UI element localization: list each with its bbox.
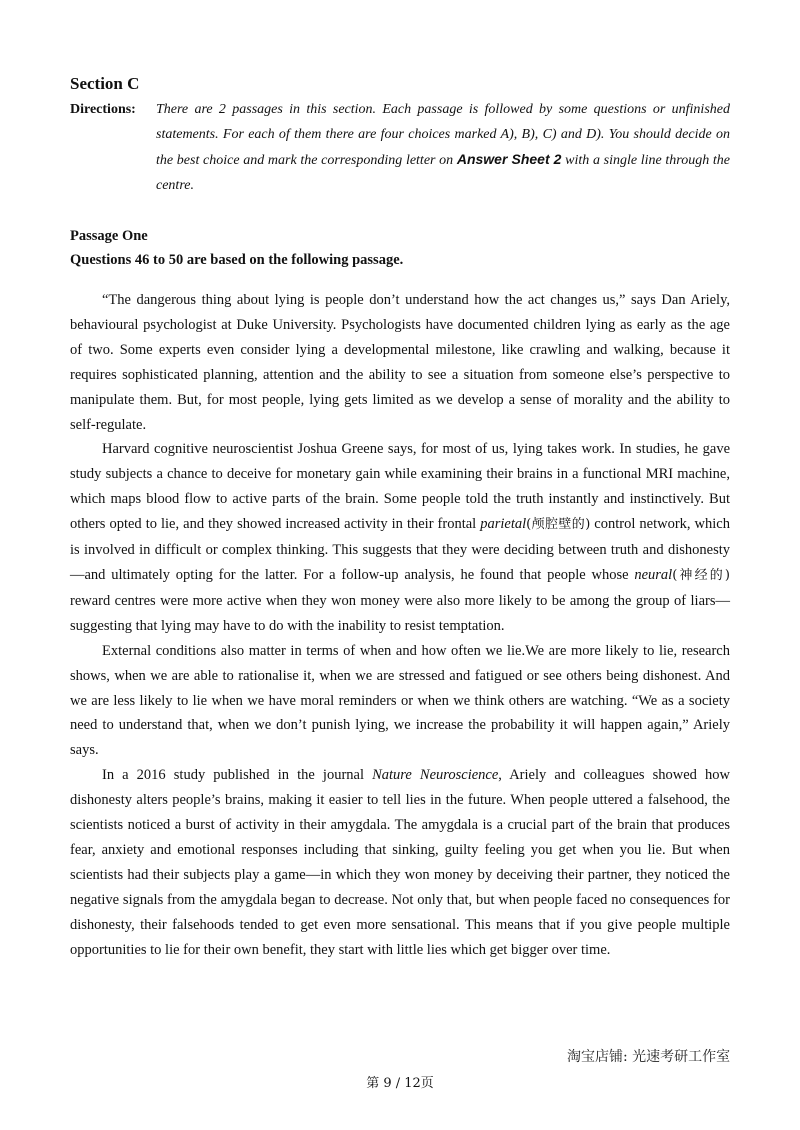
paragraph-4-text-a: In a 2016 study published in the journal xyxy=(102,767,373,784)
paragraph-4 xyxy=(70,763,730,962)
answer-sheet-label: Answer Sheet 2 xyxy=(456,151,562,167)
paragraph-3: External conditions also matter in terms of when and how often we lie.We are more likely to lie, research shows, when we are able to rationalise it, when we are stressed and fatigued or see others being dishonest. And we are less likely to lie when we have moral reminders or when we think others are watching. “We as a society need to understand that, when we don’t punish lying, we increase the probability it will happen again,” Ariely says. xyxy=(70,642,730,759)
term-parietal: parietal xyxy=(480,516,527,533)
directions-label: Directions: xyxy=(70,102,136,117)
journal-name: Nature Neuroscience xyxy=(372,767,499,784)
directions-block xyxy=(70,98,730,198)
gloss-neural: (神经的) xyxy=(672,567,730,583)
paragraph-2-text-a: Harvard cognitive neuroscientist Joshua Greene says, for most of us, lying takes work. In studies, he gave study subjects a chance to deceive for monetary gain while examining their brains in a functional MRI machine, which maps blood flow to active parts of the brain. Some people told the truth instantly and instinctively. But others opted to lie, and they showed increased activity in their frontal xyxy=(70,441,730,533)
paragraph-2 xyxy=(70,437,730,638)
passage-title: Passage One xyxy=(70,228,148,244)
shop-watermark: 淘宝店铺: 光速考研工作室 xyxy=(567,1049,731,1065)
page-number: 第 9 / 12页 xyxy=(366,1076,434,1091)
questions-range: Questions 46 to 50 are based on the following passage. xyxy=(70,252,404,268)
directions-text xyxy=(156,98,730,198)
term-neural: neural xyxy=(634,566,673,583)
gloss-parietal: (颅腔壁的) xyxy=(526,517,591,533)
directions-text-part1: There are 2 passages in this section. Each passage is followed by some questions or unfinished statements. For each of them there are four choices marked A), B), C) and D). You should decide on the best choice and mark the corresponding letter on xyxy=(156,102,730,168)
paragraph-2-text-c: reward centres were more active when they won money were also more likely to be among the group of liars—suggesting that lying may have to do with the inability to resist temptation. xyxy=(70,592,730,634)
directions-text-part2: with a single line through the centre. xyxy=(156,153,731,193)
paragraph-1: “The dangerous thing about lying is people don’t understand how the act changes us,” says Dan Ariely, behavioural psychologist at Duke University. Psychologists have documented children lying as early as the age of two. Some experts even consider lying a developmental milestone, like crawling and walking, because it requires sophisticated planning, attention and the ability to see a situation from someone else’s perspective to manipulate them. But, for most people, lying gets limited as we develop a sense of morality and the ability to self-regulate. xyxy=(70,292,730,433)
paragraph-4-text-b: , Ariely and colleagues showed how dishonesty alters people’s brains, making it easier to tell lies in the future. When people uttered a falsehood, the scientists noticed a burst of activity in their amygdala. The amygdala is a crucial part of the brain that produces fear, anxiety and emotional responses including that sinking, guilty feeling you get when you lie. But when scientists had their subjects play a game—in which they won money by deceiving their partner, they noticed the negative signals from the amygdala began to decrease. Not only that, but when people faced no consequences for dishonesty, their falsehoods tended to get even more sensational. This means that if you give people multiple opportunities to lie for their own benefit, they start with little lies which get bigger over time. xyxy=(70,767,730,958)
section-title: Section C xyxy=(70,74,140,93)
document-page xyxy=(70,74,730,962)
paragraph-2-text-b: control network, which is involved in difficult or complex thinking. This suggests that they were deciding between truth and dishonesty—and ultimately opting for the latter. For a follow-up analysis, he found that people whose xyxy=(70,516,730,583)
